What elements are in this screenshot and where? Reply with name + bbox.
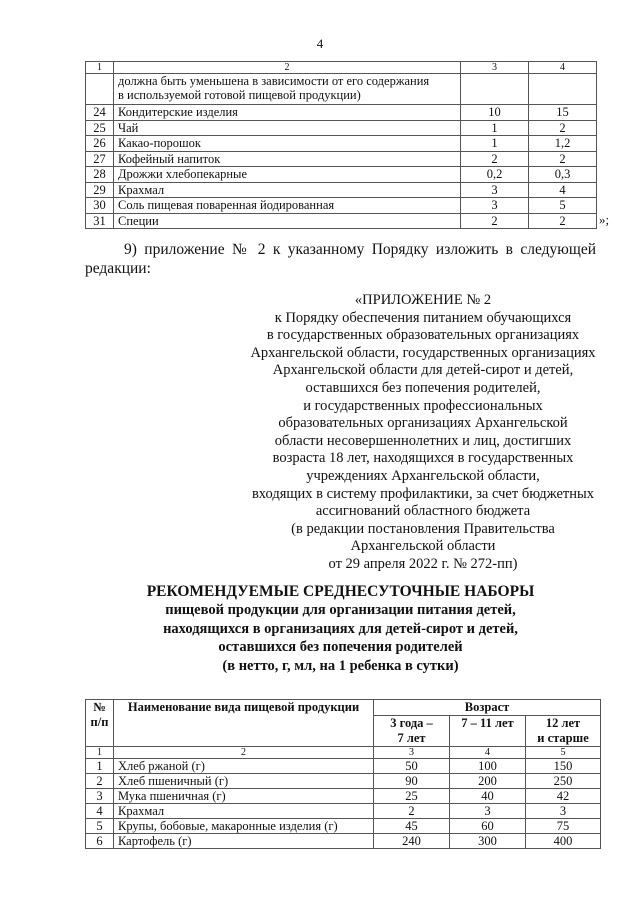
appendix-line: от 29 апреля 2022 г. № 272-пп)	[328, 555, 518, 572]
table-row-continuation	[86, 74, 597, 105]
product-name: Крупы, бобовые, макаронные изделия (г)	[114, 819, 374, 834]
index-cell: 2	[114, 62, 461, 74]
value-cell: 240	[374, 834, 450, 849]
row-number: 6	[86, 834, 114, 849]
value-cell: 75	[526, 819, 601, 834]
appendix-line: в государственных образовательных организациях	[266, 327, 580, 344]
title-line: РЕКОМЕНДУЕМЫЕ СРЕДНЕСУТОЧНЫЕ НАБОРЫ	[146, 583, 535, 600]
index-cell: 1	[86, 747, 114, 759]
row-number: 28	[86, 167, 114, 183]
appendix-line: ассигнований областного бюджета	[315, 503, 531, 520]
row-number: 1	[86, 759, 114, 774]
title-line: (в нетто, г, мл, на 1 ребенка в сутки)	[222, 657, 459, 674]
product-name: Соль пищевая поваренная йодированная	[114, 198, 461, 214]
appendix-line: входящих в систему профилактики, за счет бюджетных	[251, 485, 595, 502]
appendix-line: образовательных организациях Архангельской	[278, 415, 568, 432]
product-name: Мука пшеничная (г)	[114, 789, 374, 804]
header-num	[86, 700, 114, 747]
product-name: Картофель (г)	[114, 834, 374, 849]
appendix-line: Архангельской области	[350, 538, 496, 555]
product-name: Кондитерские изделия	[114, 105, 461, 121]
row-number: 27	[86, 151, 114, 167]
product-name: Кофейный напиток	[114, 151, 461, 167]
value-cell: 1,2	[529, 136, 597, 152]
appendix-line: Архангельской области для детей-сирот и детей,	[272, 362, 574, 379]
appendix-line: и государственных профессиональных	[303, 397, 543, 414]
row-number: 2	[86, 774, 114, 789]
index-cell: 4	[529, 62, 597, 74]
row-number: 5	[86, 819, 114, 834]
value-cell: 90	[374, 774, 450, 789]
column-index-row	[86, 747, 601, 759]
value-cell: 3	[526, 804, 601, 819]
product-name: Дрожжи хлебопекарные	[114, 167, 461, 183]
index-cell: 1	[86, 62, 114, 74]
appendix-line: «ПРИЛОЖЕНИЕ № 2	[354, 292, 492, 308]
table-row	[86, 789, 601, 804]
name-line: должна быть уменьшена в зависимости от его содержания	[118, 74, 430, 88]
name-line: в используемой готовой пищевой продукции)	[118, 88, 361, 102]
header-text: 3 года –	[390, 716, 433, 730]
product-name: Крахмал	[114, 804, 374, 819]
table-row	[86, 151, 597, 167]
value-cell: 15	[529, 105, 597, 121]
header-name: Наименование вида пищевой продукции	[114, 700, 374, 747]
value-cell: 50	[374, 759, 450, 774]
header-age-group: Возраст	[374, 700, 601, 716]
table-row	[86, 759, 601, 774]
index-cell: 3	[374, 747, 450, 759]
appendix-header	[250, 292, 596, 574]
row-number: 29	[86, 182, 114, 198]
product-name: Крахмал	[114, 182, 461, 198]
value-cell: 300	[450, 834, 526, 849]
table-row	[86, 182, 597, 198]
table-row	[86, 167, 597, 183]
row-number: 3	[86, 789, 114, 804]
value-cell: 200	[450, 774, 526, 789]
header-text: п/п	[90, 715, 109, 729]
value-cell: 42	[526, 789, 601, 804]
index-cell: 3	[461, 62, 529, 74]
appendix-line: оставшихся без попечения родителей,	[305, 379, 541, 396]
index-cell: 2	[114, 747, 374, 759]
value-cell: 2	[374, 804, 450, 819]
value-cell: 0,2	[461, 167, 529, 183]
product-name	[114, 74, 461, 105]
appendix-line: Архангельской области, государственных организациях	[250, 344, 596, 361]
row-number: 25	[86, 120, 114, 136]
value-cell: 5	[529, 198, 597, 214]
header-text: №	[93, 700, 106, 714]
header-age-3-7	[374, 716, 450, 747]
title-line: оставшихся без попечения родителей	[218, 639, 463, 655]
norms-table-continued	[85, 61, 597, 229]
product-name: Чай	[114, 120, 461, 136]
table-row	[86, 213, 597, 229]
header-age-12-plus	[526, 716, 601, 747]
value-cell: 45	[374, 819, 450, 834]
row-number: 4	[86, 804, 114, 819]
value-cell: 10	[461, 105, 529, 121]
value-cell: 2	[461, 213, 529, 229]
value-cell: 40	[450, 789, 526, 804]
value-cell: 2	[461, 151, 529, 167]
value-cell: 4	[529, 182, 597, 198]
row-number: 30	[86, 198, 114, 214]
value-cell: 2	[529, 151, 597, 167]
paragraph-line: редакции:	[85, 260, 151, 277]
closing-quote-mark: »;	[599, 212, 610, 227]
title-line: пищевой продукции для организации питания детей,	[165, 602, 516, 618]
value-cell: 25	[374, 789, 450, 804]
value-cell: 2	[529, 120, 597, 136]
product-name: Хлеб пшеничный (г)	[114, 774, 374, 789]
amendment-paragraph	[85, 240, 596, 278]
table-row	[86, 819, 601, 834]
product-name: Хлеб ржаной (г)	[114, 759, 374, 774]
appendix-line: (в редакции постановления Правительства	[291, 520, 555, 537]
table-row	[86, 198, 597, 214]
table-row	[86, 105, 597, 121]
appendix-line: возраста 18 лет, находящихся в государственных	[272, 450, 574, 467]
value-cell: 1	[461, 120, 529, 136]
index-cell: 4	[450, 747, 526, 759]
header-text: 12 лет	[545, 716, 581, 730]
value-cell: 1	[461, 136, 529, 152]
header-row	[86, 700, 601, 716]
title-line: находящихся в организациях для детей-сирот и детей,	[163, 620, 518, 637]
recommended-food-sets-table	[85, 699, 601, 849]
table-row	[86, 136, 597, 152]
value-cell	[461, 74, 529, 105]
value-cell: 250	[526, 774, 601, 789]
document-title	[85, 582, 596, 675]
value-cell: 2	[529, 213, 597, 229]
header-age-7-11: 7 – 11 лет	[450, 716, 526, 747]
value-cell	[529, 74, 597, 105]
appendix-line: области несовершеннолетних и лиц, достигших	[274, 432, 572, 449]
appendix-line: к Порядку обеспечения питанием обучающихся	[274, 309, 572, 326]
row-number: 26	[86, 136, 114, 152]
header-text: и старше	[537, 731, 589, 745]
table-row	[86, 120, 597, 136]
table-row	[86, 804, 601, 819]
row-number: 31	[86, 213, 114, 229]
value-cell: 3	[461, 198, 529, 214]
index-cell: 5	[526, 747, 601, 759]
paragraph-line: 9) приложение № 2 к указанному Порядку изложить в следующей	[124, 241, 596, 258]
product-name: Специи	[114, 213, 461, 229]
table-row	[86, 834, 601, 849]
value-cell: 3	[461, 182, 529, 198]
header-text: 7 лет	[397, 731, 426, 745]
value-cell: 400	[526, 834, 601, 849]
value-cell: 0,3	[529, 167, 597, 183]
product-name: Какао-порошок	[114, 136, 461, 152]
column-index-row	[86, 62, 597, 74]
row-number: 24	[86, 105, 114, 121]
value-cell: 60	[450, 819, 526, 834]
row-number	[86, 74, 114, 105]
value-cell: 150	[526, 759, 601, 774]
value-cell: 3	[450, 804, 526, 819]
table-row	[86, 774, 601, 789]
value-cell: 100	[450, 759, 526, 774]
appendix-line: учреждениях Архангельской области,	[306, 467, 540, 484]
page-number: 4	[316, 36, 324, 51]
